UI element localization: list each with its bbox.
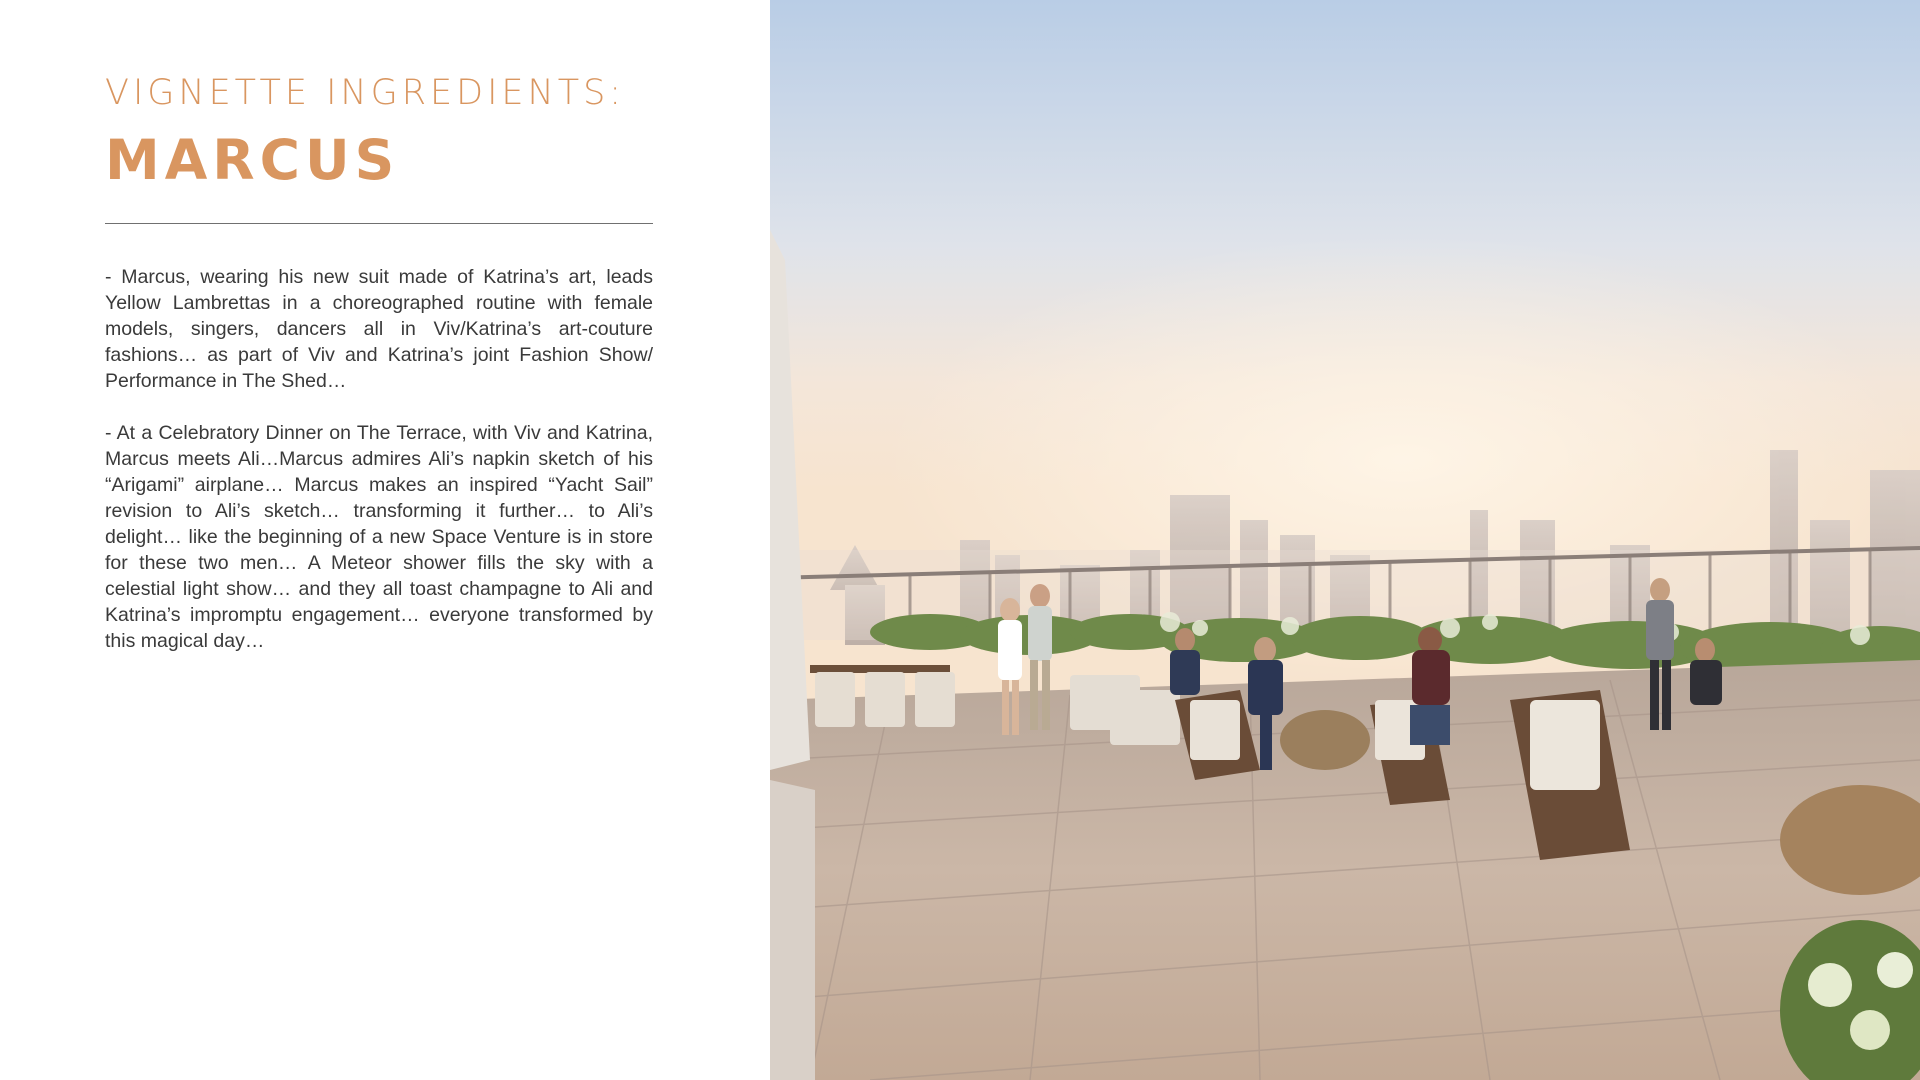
text-panel	[0, 0, 770, 1080]
paragraph-fashion-show: - Marcus, wearing his new suit made of Katrina’s art, leads Yellow Lambrettas in a choreographed routine with female models, singers, dancers all in Viv/Katrina’s art-couture fashions… as part of Viv and Katrina’s joint Fashion Show/ Performance in The Shed…	[105, 266, 653, 392]
paragraph-celebratory-dinner: - At a Celebratory Dinner on The Terrace, with Viv and Katrina, Marcus meets Ali…Marcus admires Ali’s napkin sketch of his “Arigami” airplane… Marcus makes an inspired “Yacht Sail” revision to Ali’s sketch… transforming it further… to Ali’s delight… like the beginning of a new Space Venture is in store for these two men… A Meteor shower fills the sky with a celestial light show… and they all toast champagne to Ali and Katrina’s impromptu engagement… everyone transformed by this magical day…	[105, 422, 653, 652]
body-copy	[105, 264, 653, 680]
slide-kicker: VIGNETTE INGREDIENTS:	[105, 73, 626, 113]
rooftop-terrace-photo	[770, 0, 1920, 1080]
ottoman	[1280, 710, 1370, 770]
rooftop-terrace-illustration	[770, 0, 1920, 1080]
divider	[105, 223, 653, 224]
dining-area	[810, 665, 955, 727]
slide-title: MARCUS	[105, 128, 400, 192]
